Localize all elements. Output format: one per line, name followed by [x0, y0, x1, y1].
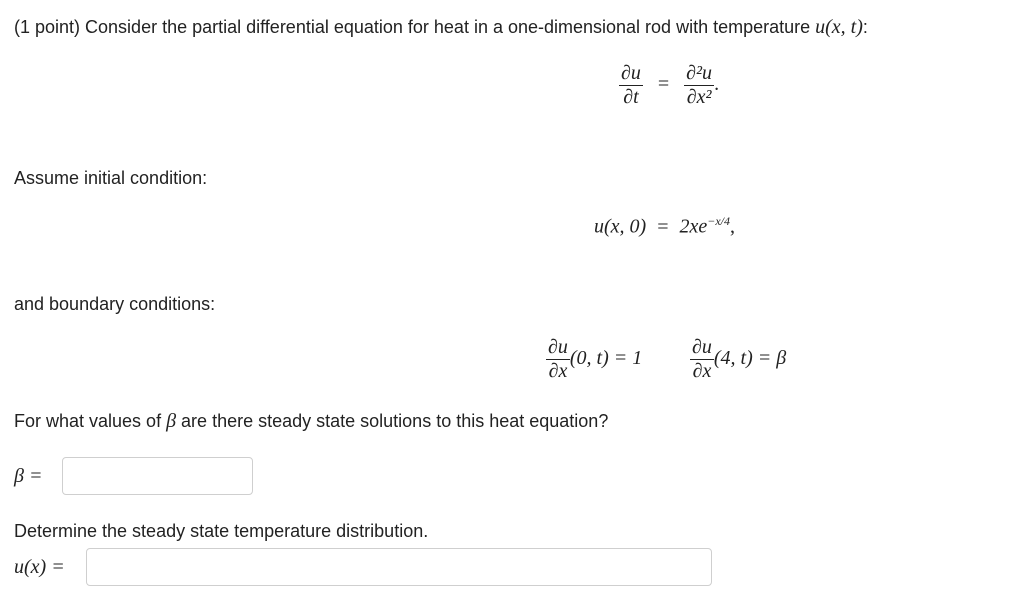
rhs-denominator: ∂x² — [686, 86, 712, 108]
beta-answer-input[interactable] — [62, 457, 253, 495]
rhs-fraction — [684, 62, 714, 109]
bc1-numerator: ∂u — [548, 336, 568, 358]
bc1-denominator: ∂x — [548, 360, 568, 382]
heat-equation — [619, 62, 719, 109]
lhs-fraction — [619, 62, 643, 109]
ic-lhs: u(x, 0) — [594, 215, 647, 238]
bc2-fraction — [690, 336, 714, 383]
q1-suffix: are there steady state solutions to this heat equation? — [176, 411, 609, 431]
lhs-numerator: ∂u — [621, 62, 641, 84]
q1-symbol: β — [166, 410, 177, 432]
rhs-numerator: ∂²u — [686, 62, 713, 84]
bc1-rest: (0, t) = 1 — [569, 347, 643, 370]
boundary-condition-1 — [546, 336, 642, 383]
initial-condition-label: Assume initial condition: — [14, 168, 208, 188]
intro-suffix: : — [862, 17, 868, 37]
intro-function: u(x, t) — [815, 16, 863, 38]
ux-answer-input[interactable] — [86, 548, 712, 586]
problem-intro — [14, 16, 868, 39]
intro-prefix: (1 point) Consider the partial differential equation for heat in a one-dimensional rod with temperature — [14, 17, 816, 37]
initial-condition-equation — [594, 214, 735, 239]
lhs-denominator: ∂t — [623, 86, 639, 108]
bc2-numerator: ∂u — [692, 336, 712, 358]
question-1-text — [14, 410, 608, 433]
ic-comma: , — [730, 215, 736, 238]
q1-prefix: For what values of — [14, 411, 167, 431]
beta-answer-label: β = — [14, 465, 43, 487]
question-2-text: Determine the steady state temperature distribution. — [14, 521, 429, 541]
boundary-conditions-label: and boundary conditions: — [14, 294, 216, 314]
pde-period: . — [714, 73, 720, 96]
bc2-rest: (4, t) = β — [713, 347, 787, 370]
bc1-fraction — [546, 336, 570, 383]
ic-rhs-exponent: −x/4 — [707, 214, 731, 228]
ic-equals: = — [657, 215, 669, 238]
ic-rhs-base: 2xe — [679, 215, 708, 238]
ux-answer-label: u(x) = — [14, 556, 65, 578]
bc2-denominator: ∂x — [692, 360, 712, 382]
pde-equals: = — [657, 73, 670, 96]
boundary-condition-2 — [690, 336, 786, 383]
